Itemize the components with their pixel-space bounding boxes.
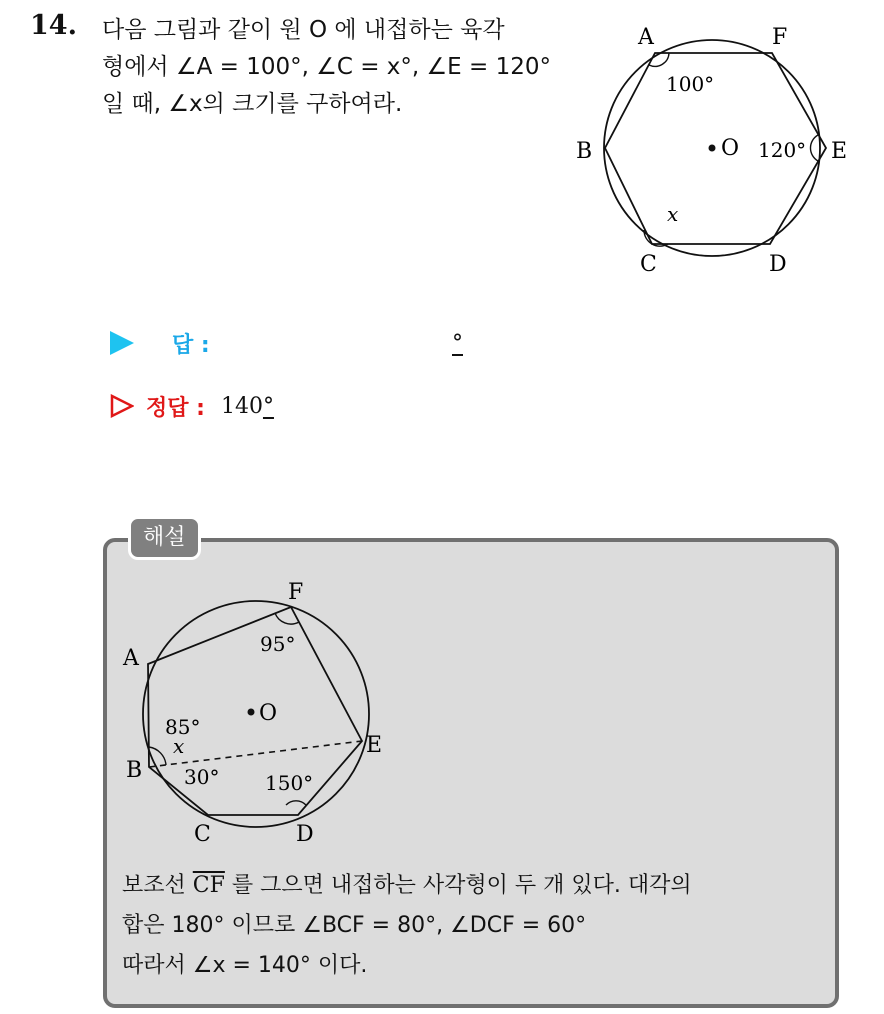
angle-label-d: 150° [265,771,314,795]
circumcircle [143,601,369,827]
angle-arc-e [810,135,818,161]
angle-label-f: 95° [260,632,296,656]
answer-row [110,326,210,360]
question-line-1: 다음 그림과 같이 원 O 에 내접하는 육각 [102,17,505,43]
angle-label-a: 85° [165,715,201,739]
correct-answer-row [110,389,274,423]
angle-label-a: 100° [666,72,715,96]
inscribed-pentagon [148,607,362,815]
label-c: C [640,252,657,277]
label-e: E [831,139,848,164]
explanation-tag: 해설 [128,516,201,560]
correct-answer-label: 정답 : [146,395,205,421]
explanation-figure [118,572,418,862]
explanation-line-3: 따라서 ∠x = 140° 이다. [122,953,368,978]
hexagon-figure [560,18,860,288]
play-icon [110,331,134,355]
label-f: F [288,580,304,605]
explanation-line-2: 합은 180° 이므로 ∠BCF = 80°, ∠DCF = 60° [122,913,587,938]
question-number: 14. [30,10,77,41]
angle-label-c: x [667,202,679,226]
question-line-3: 일 때, ∠x의 크기를 구하여라. [102,91,403,117]
angle-label-e: 120° [758,138,807,162]
label-c: C [194,822,211,847]
answer-blank[interactable] [452,326,463,360]
angle-arc-d [286,801,306,805]
label-f: F [772,25,788,50]
question-line-2: 형에서 ∠A = 100°, ∠C = x°, ∠E = 120° [102,54,551,80]
segment-cf: $\overline{CF}$ [192,873,225,898]
answer-blank-unit: ° [452,330,463,356]
explanation-text [122,866,832,986]
correct-answer-value: 140° [220,393,274,419]
outline-play-icon [110,394,134,418]
explanation-line-1: 보조선 $\overline{CF}$ 를 그으면 내접하는 사각형이 두 개 있다. 대각의 [122,873,692,898]
label-d: D [296,822,314,847]
label-a: A [123,646,139,671]
label-b: B [126,758,143,783]
angle-label-30: 30° [184,765,220,789]
label-e: E [366,733,383,758]
answer-label: 답 : [172,332,210,358]
label-o: O [259,701,278,726]
angle-label-x: x [173,734,185,758]
label-d: D [769,252,787,277]
question-text [102,12,552,123]
center-point [248,709,255,716]
label-o: O [721,136,740,161]
label-a: A [638,25,654,50]
center-point [709,145,716,152]
label-b: B [576,139,593,164]
